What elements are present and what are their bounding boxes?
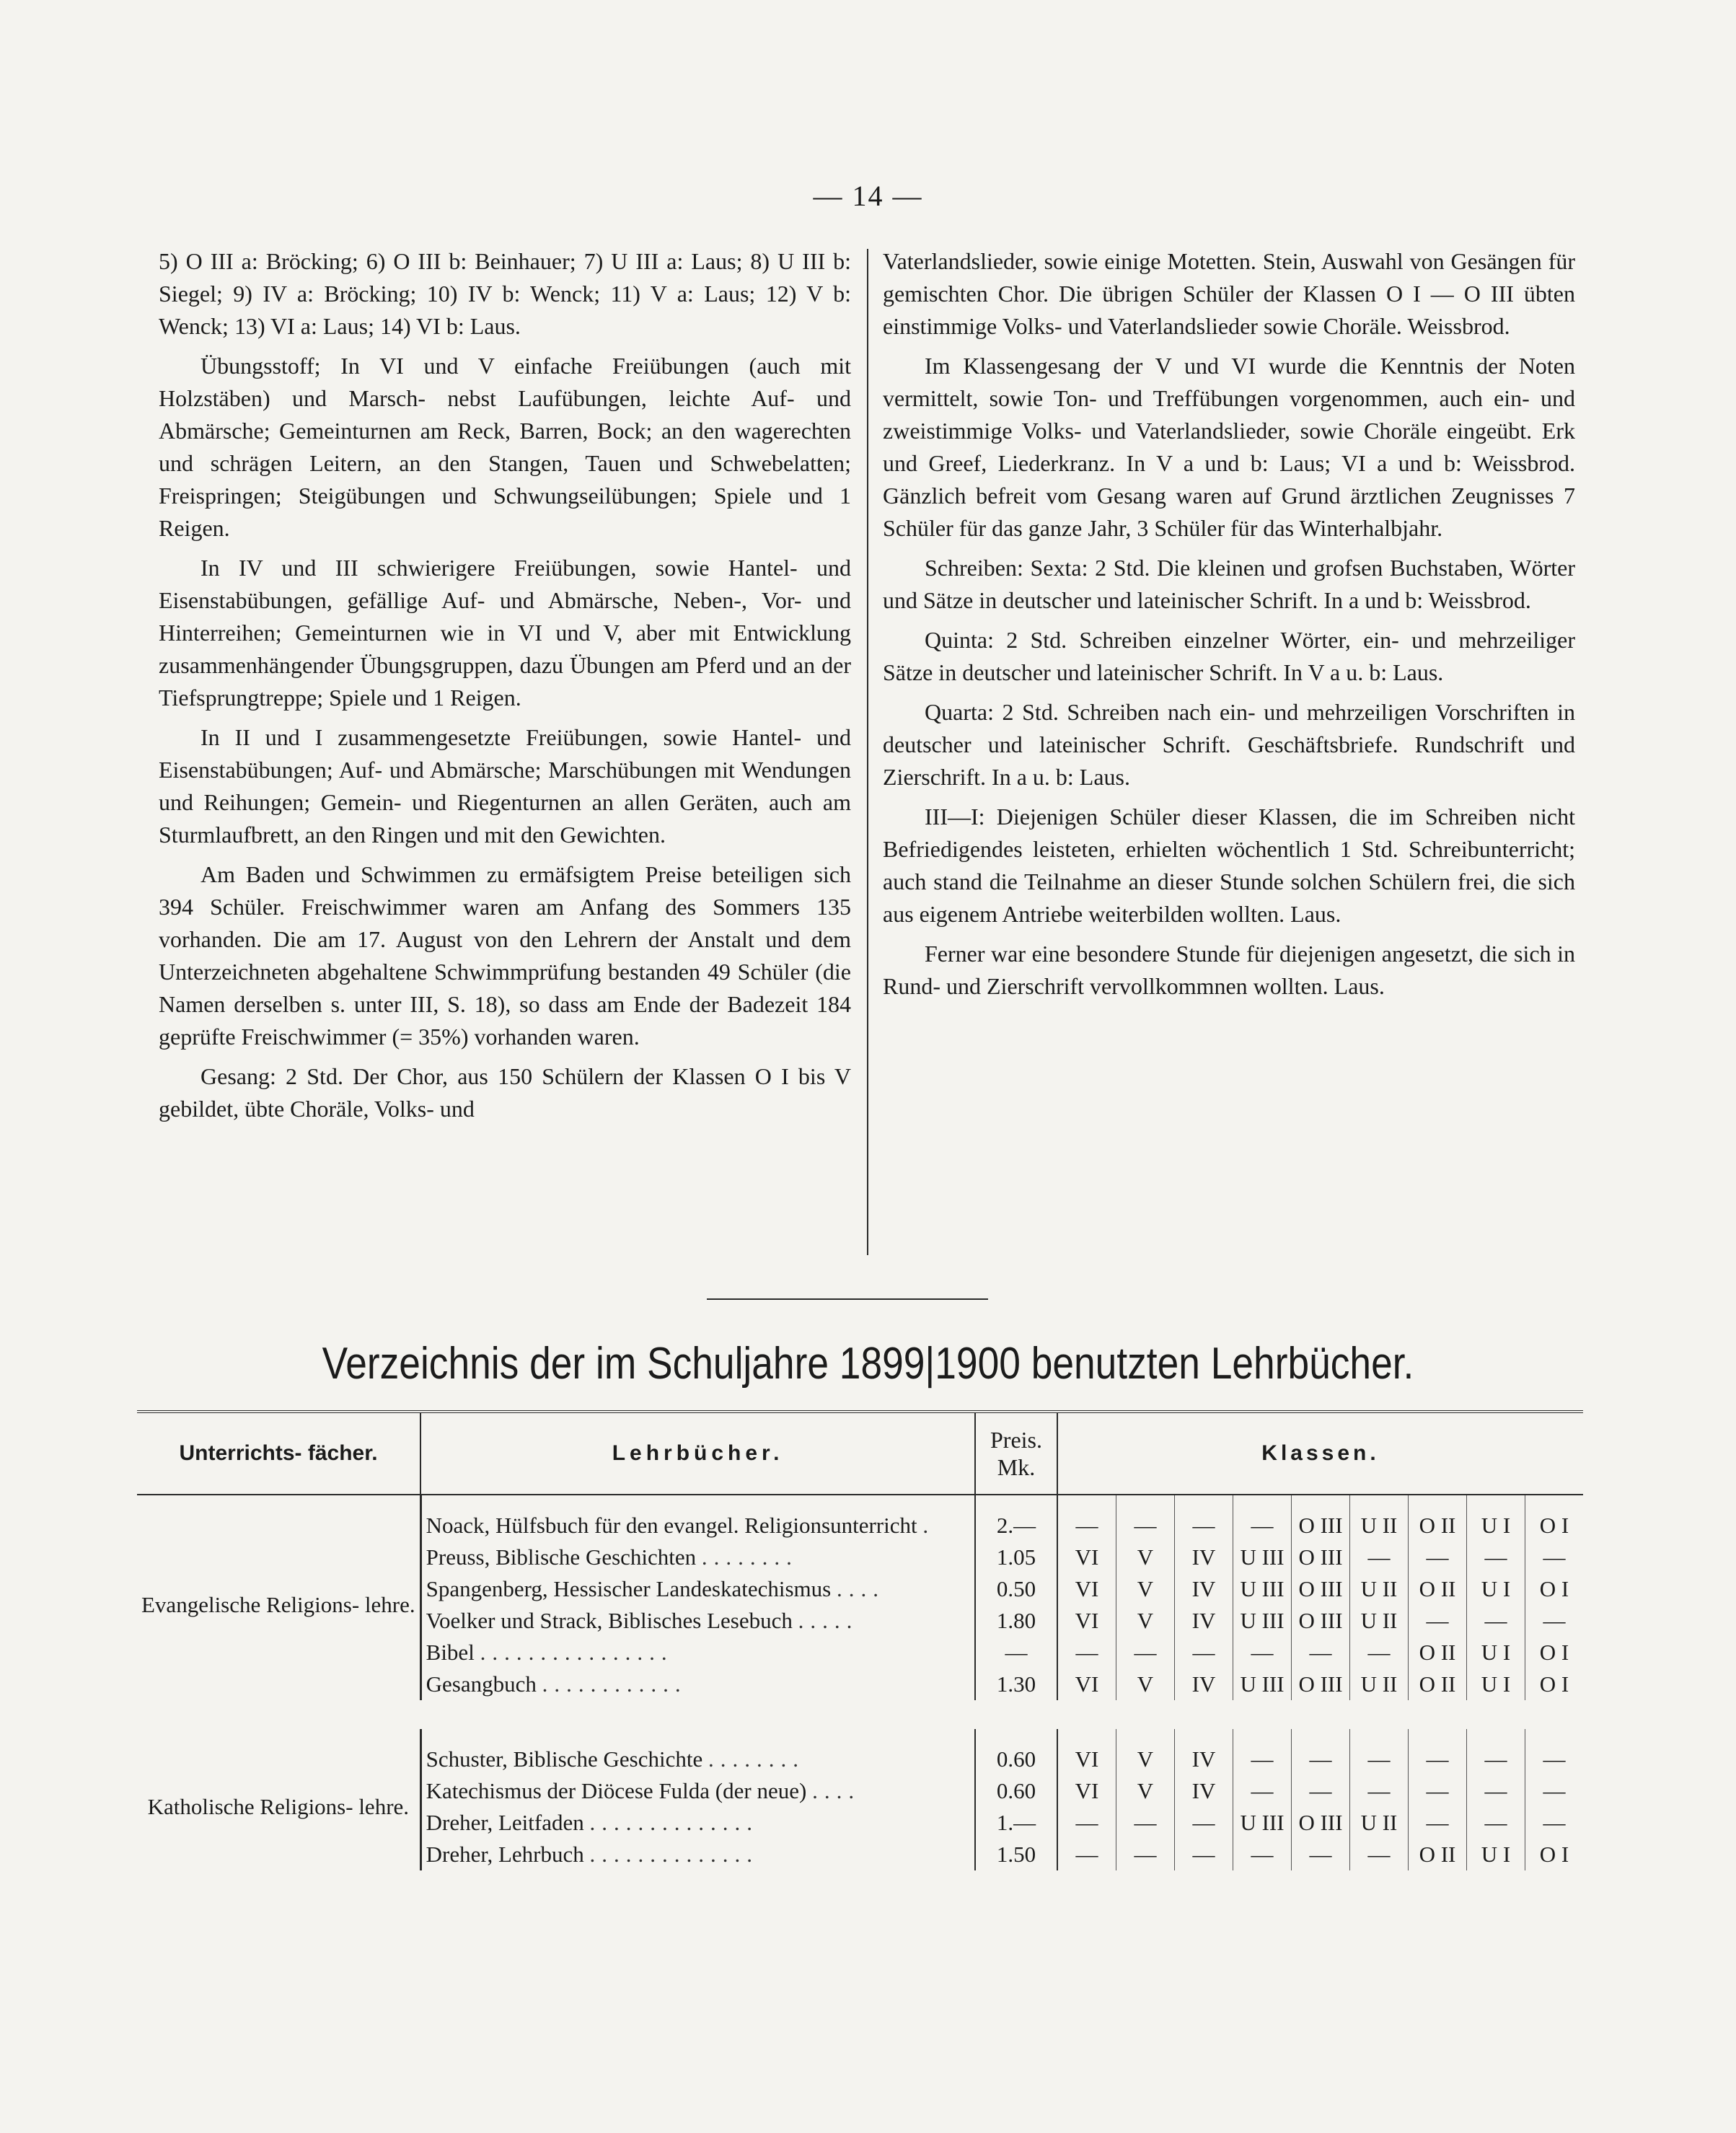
class-cell: O III <box>1292 1605 1350 1637</box>
paragraph: Gesang: 2 Std. Der Chor, aus 150 Schülern der Klassen O I bis V gebildet, übte Choräle, Volks- und <box>159 1063 851 1122</box>
leader-dots: ............ <box>542 1671 687 1697</box>
class-cell: V <box>1116 1542 1175 1573</box>
subject-cell: Evangelische Religions- lehre. <box>137 1495 420 1700</box>
leader-dots: ................ <box>480 1640 674 1665</box>
class-cell: — <box>1467 1807 1525 1839</box>
table <box>137 1410 1583 1870</box>
class-cell: — <box>1233 1775 1292 1807</box>
table-header-row <box>137 1412 1583 1495</box>
book-cell <box>420 1807 975 1839</box>
class-cell: V <box>1116 1668 1175 1700</box>
book-cell <box>420 1729 975 1775</box>
paragraph: Quarta: 2 Std. Schreiben nach ein- und mehrzeiligen Vorschriften in deutscher und lateinischer Schrift. Geschäftsbriefe. Rundschrift und Zierschrift. In a u. b: Laus. <box>883 699 1575 790</box>
book-title: Noack, Hülfsbuch für den evangel. Religionsunterricht <box>426 1513 917 1538</box>
book-cell <box>420 1839 975 1870</box>
book-title: Dreher, Leitfaden <box>426 1810 584 1835</box>
paragraph: 5) O III a: Bröcking; 6) O III b: Beinhauer; 7) U III a: Laus; 8) U III b: Siegel; 9) IV a: Bröcking; 10) IV b: Wenck; 11) V a: Laus; 12) V b: Wenck; 13) VI a: Laus; 14) VI b: Laus. <box>159 248 851 339</box>
subject-cell: Katholische Religions- lehre. <box>137 1729 420 1870</box>
book-cell <box>420 1775 975 1807</box>
class-cell: — <box>1409 1605 1467 1637</box>
class-cell: — <box>1292 1775 1350 1807</box>
class-cell: O I <box>1539 1640 1569 1665</box>
class-cell: VI <box>1057 1729 1116 1775</box>
class-cell: U III <box>1233 1668 1292 1700</box>
book-title: Gesangbuch <box>426 1671 537 1697</box>
header-price: Preis. Mk. <box>975 1412 1057 1495</box>
price-cell: 0.60 <box>975 1775 1057 1807</box>
page-number: — 14 — <box>813 180 923 212</box>
book-cell <box>420 1637 975 1668</box>
price-cell: 2.— <box>975 1495 1057 1542</box>
class-cell: — <box>1543 1608 1566 1633</box>
class-cell: — <box>1543 1810 1566 1835</box>
book-cell <box>420 1605 975 1637</box>
class-cell: O II <box>1409 1839 1467 1870</box>
class-cell: — <box>1116 1839 1175 1870</box>
class-cell: — <box>1409 1542 1467 1573</box>
header-books: Lehrbücher. <box>420 1412 975 1495</box>
leader-dots: ........ <box>708 1746 805 1772</box>
class-cell: IV <box>1175 1729 1233 1775</box>
class-cell: O III <box>1292 1573 1350 1605</box>
class-cell: — <box>1543 1544 1566 1570</box>
spacer-cell <box>137 1700 1583 1729</box>
class-cell: U III <box>1233 1542 1292 1573</box>
paragraph: Ferner war eine besondere Stunde für diejenigen angesetzt, die sich in Rund- und Zierschrift vervollkommnen wollten. Laus. <box>883 941 1575 999</box>
class-cell: — <box>1057 1839 1116 1870</box>
class-cell: — <box>1292 1839 1350 1870</box>
class-cell: VI <box>1057 1542 1116 1573</box>
book-title: Spangenberg, Hessischer Landeskatechismus <box>426 1576 832 1601</box>
header-classes: Klassen. <box>1057 1412 1583 1495</box>
section-divider <box>707 1298 988 1300</box>
class-cell: U III <box>1233 1807 1292 1839</box>
class-cell: — <box>1467 1775 1525 1807</box>
right-column <box>883 245 1575 1010</box>
paragraph: In IV und III schwierigere Freiübungen, sowie Hantel- und Eisenstabübungen, gefällige Auf- und Abmärsche, Neben-, Vor- und Hinterreihen; Gemeinturnen wie in VI und V, aber mit Entwicklung zusammenhängender Übungsgruppen, dazu Übungen am Pferd und an der Tiefsprungtreppe; Spiele und 1 Reigen. <box>159 555 851 711</box>
class-cell: — <box>1409 1807 1467 1839</box>
class-cell: U III <box>1233 1605 1292 1637</box>
price-cell: 1.30 <box>975 1668 1057 1700</box>
class-cell: VI <box>1057 1605 1116 1637</box>
class-cell: — <box>1350 1542 1409 1573</box>
class-cell: U I <box>1467 1668 1525 1700</box>
class-cell: O I <box>1539 1513 1569 1538</box>
class-cell: — <box>1175 1807 1233 1839</box>
class-cell: V <box>1116 1729 1175 1775</box>
price-cell: 0.50 <box>975 1573 1057 1605</box>
class-cell: U II <box>1350 1573 1409 1605</box>
price-cell: 1.80 <box>975 1605 1057 1637</box>
class-cell: V <box>1116 1573 1175 1605</box>
column-divider <box>867 249 868 1255</box>
leader-dots: .... <box>836 1576 885 1601</box>
class-cell: U II <box>1350 1605 1409 1637</box>
table-body <box>137 1495 1583 1870</box>
section-title: Verzeichnis der im Schuljahre 1899|1900 benutzten Lehrbücher. <box>322 1339 1414 1389</box>
class-cell: — <box>1057 1807 1116 1839</box>
class-cell: O II <box>1409 1573 1467 1605</box>
leader-dots: .............. <box>589 1810 759 1835</box>
class-cell: — <box>1292 1729 1350 1775</box>
leader-dots: . <box>922 1513 935 1538</box>
class-cell: O III <box>1292 1495 1350 1542</box>
class-cell: O I <box>1539 1671 1569 1697</box>
book-title: Dreher, Lehrbuch <box>426 1842 584 1867</box>
class-cell: — <box>1350 1637 1409 1668</box>
class-cell: — <box>1233 1495 1292 1542</box>
book-title: Katechismus der Diöcese Fulda (der neue) <box>426 1778 807 1803</box>
left-column <box>159 245 851 1133</box>
leader-dots: ........ <box>701 1544 798 1570</box>
class-cell: O III <box>1292 1668 1350 1700</box>
paragraph: Vaterlandslieder, sowie einige Motetten. Stein, Auswahl von Gesängen für gemischten Chor. Die übrigen Schüler der Klassen O I — O III übten einstimmige Volks- und Vaterlandslieder sowie Choräle. Weissbrod. <box>883 248 1575 339</box>
paragraph: Schreiben: Sexta: 2 Std. Die kleinen und grofsen Buchstaben, Wörter und Sätze in deutscher und lateinischer Schrift. In a und b: Weissbrod. <box>883 555 1575 613</box>
class-cell: O I <box>1539 1842 1569 1867</box>
table-row <box>137 1729 1583 1775</box>
paragraph: In II und I zusammengesetzte Freiübungen, sowie Hantel- und Eisenstabübungen; Auf- und Abmärsche; Marschübungen mit Wendungen und Reihungen; Gemein- und Riegenturnen an allen Geräten, auch am Sturmlaufbrett, an den Ringen und mit den Gewichten. <box>159 724 851 848</box>
book-cell <box>420 1573 975 1605</box>
class-cell: — <box>1467 1605 1525 1637</box>
class-cell: — <box>1233 1729 1292 1775</box>
class-cell: — <box>1350 1729 1409 1775</box>
class-cell: VI <box>1057 1668 1116 1700</box>
paragraph: III—I: Diejenigen Schüler dieser Klassen, die im Schreiben nicht Befriedigendes leisteten, erhielten wöchentlich 1 Std. Schreibunterricht; auch stand die Teilnahme an dieser Stunde solchen Schülern frei, die sich aus eigenem Antriebe weiterbilden wollten. Laus. <box>883 804 1575 927</box>
class-cell: — <box>1409 1775 1467 1807</box>
class-cell: VI <box>1057 1573 1116 1605</box>
class-cell: O III <box>1292 1807 1350 1839</box>
book-cell <box>420 1668 975 1700</box>
class-cell: O I <box>1539 1576 1569 1601</box>
class-cell: — <box>1057 1637 1116 1668</box>
class-cell: — <box>1467 1729 1525 1775</box>
class-cell: — <box>1543 1778 1566 1803</box>
paragraph: Quinta: 2 Std. Schreiben einzelner Wörter, ein- und mehrzeiliger Sätze in deutscher und lateinischer Schrift. In V a u. b: Laus. <box>883 627 1575 685</box>
class-cell: V <box>1116 1605 1175 1637</box>
class-cell: — <box>1116 1495 1175 1542</box>
class-cell: V <box>1116 1775 1175 1807</box>
book-cell <box>420 1495 975 1542</box>
class-cell: VI <box>1057 1775 1116 1807</box>
class-cell: U II <box>1350 1807 1409 1839</box>
price-cell: 1.— <box>975 1807 1057 1839</box>
class-cell: U II <box>1350 1668 1409 1700</box>
class-cell: — <box>1409 1729 1467 1775</box>
price-cell: 1.50 <box>975 1839 1057 1870</box>
class-cell: O III <box>1292 1542 1350 1573</box>
price-cell: 1.05 <box>975 1542 1057 1573</box>
textbook-table <box>137 1410 1583 1870</box>
leader-dots: ..... <box>798 1608 859 1633</box>
paragraph: Im Klassengesang der V und VI wurde die Kenntnis der Noten vermittelt, sowie Ton- und Treffübungen vorgenommen, auch ein- und zweistimmige Volks- und Vaterlandslieder, sowie Choräle eingeübt. Erk und Greef, Liederkranz. In V a und b: Laus; VI a und b: Weissbrod. Gänzlich befreit vom Gesang waren auf Grund ärztlichen Zeugnisses 7 Schüler für das ganze Jahr, 3 Schüler für das Winterhalbjahr. <box>883 353 1575 541</box>
class-cell: IV <box>1175 1542 1233 1573</box>
class-cell: — <box>1350 1839 1409 1870</box>
leader-dots: .... <box>812 1778 861 1803</box>
book-title: Voelker und Strack, Biblisches Lesebuch <box>426 1608 793 1633</box>
class-cell: IV <box>1175 1775 1233 1807</box>
class-cell: O II <box>1409 1637 1467 1668</box>
price-cell: — <box>975 1637 1057 1668</box>
class-cell: IV <box>1175 1573 1233 1605</box>
class-cell: U I <box>1467 1839 1525 1870</box>
price-cell: 0.60 <box>975 1729 1057 1775</box>
paragraph: Am Baden und Schwimmen zu ermäfsigtem Preise beteiligen sich 394 Schüler. Freischwimmer waren am Anfang des Sommers 135 vorhanden. Die am 17. August von den Lehrern der Anstalt und dem Unterzeichneten abgehaltene Schwimmprüfung bestanden 49 Schüler (die Namen derselben s. unter III, S. 18), so dass am Ende der Badezeit 184 geprüfte Freischwimmer (= 35%) vorhanden waren. <box>159 861 851 1050</box>
class-cell: — <box>1116 1807 1175 1839</box>
class-cell: — <box>1467 1542 1525 1573</box>
class-cell: — <box>1057 1495 1116 1542</box>
group-spacer <box>137 1700 1583 1729</box>
header-subject: Unterrichts- fächer. <box>137 1412 420 1495</box>
class-cell: — <box>1233 1839 1292 1870</box>
class-cell: U III <box>1233 1573 1292 1605</box>
class-cell: U I <box>1467 1637 1525 1668</box>
class-cell: O II <box>1409 1668 1467 1700</box>
class-cell: — <box>1233 1637 1292 1668</box>
paragraph: Übungsstoff; In VI und V einfache Freiübungen (auch mit Holzstäben) und Marsch- nebst Laufübungen, leichte Auf- und Abmärsche; Gemeinturnen am Reck, Barren, Bock; an den wagerechten und schrägen Leitern, an den Stangen, Tauen und Schwebelatten; Freispringen; Steigübungen und Schwungseilübungen; Spiele und 1 Reigen. <box>159 353 851 541</box>
class-cell: IV <box>1175 1668 1233 1700</box>
class-cell: U I <box>1467 1495 1525 1542</box>
class-cell: — <box>1543 1746 1566 1772</box>
class-cell: — <box>1116 1637 1175 1668</box>
table-row <box>137 1495 1583 1542</box>
book-title: Bibel <box>426 1640 475 1665</box>
class-cell: U I <box>1467 1573 1525 1605</box>
class-cell: O II <box>1409 1495 1467 1542</box>
leader-dots: .............. <box>589 1842 759 1867</box>
class-cell: — <box>1350 1775 1409 1807</box>
class-cell: — <box>1292 1637 1350 1668</box>
class-cell: IV <box>1175 1605 1233 1637</box>
class-cell: — <box>1175 1637 1233 1668</box>
book-title: Schuster, Biblische Geschichte <box>426 1746 703 1772</box>
book-cell <box>420 1542 975 1573</box>
class-cell: — <box>1175 1839 1233 1870</box>
class-cell: U II <box>1350 1495 1409 1542</box>
class-cell: — <box>1175 1495 1233 1542</box>
book-title: Preuss, Biblische Geschichten <box>426 1544 697 1570</box>
